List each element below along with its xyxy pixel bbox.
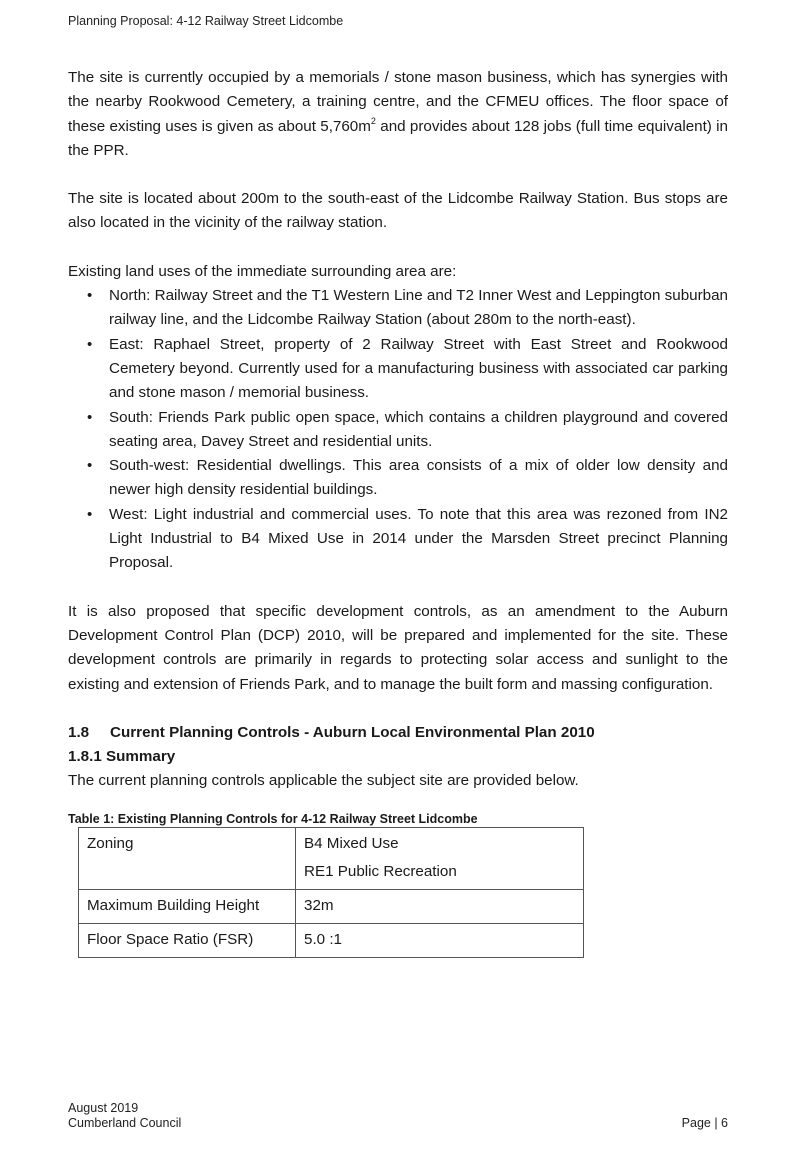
bullet-icon: • — [87, 505, 93, 523]
list-item-north — [68, 284, 728, 333]
bullet-icon: • — [87, 287, 93, 305]
paragraph-site-occupation-text-b: and provides about 128 jobs (full time equivalent) in the PPR. — [68, 117, 729, 159]
list-item-text: East: Raphael Street, property of 2 Railway Street with East Street and Rookwood Cemetery beyond. Currently used for a manufacturing business with associated car parking and stone mason / memorial business. — [109, 335, 728, 402]
table-cell-value-line: RE1 Public Recreation — [304, 862, 457, 880]
table-cell-label: Maximum Building Height — [79, 889, 296, 923]
bullet-icon: • — [87, 457, 93, 475]
section-heading-1-8 — [68, 721, 728, 745]
table-cell-label: Zoning — [79, 827, 296, 889]
list-item-text: South: Friends Park public open space, which contains a children playground and covered seating area, Davey Street and residential units. — [109, 408, 728, 450]
document-body — [68, 66, 728, 958]
paragraph-site-occupation — [68, 66, 728, 163]
table-cell-value-line: B4 Mixed Use — [304, 834, 399, 852]
table-cell-label: Floor Space Ratio (FSR) — [79, 923, 296, 957]
list-item-text: South-west: Residential dwellings. This area consists of a mix of older low density and newer high density residential buildings. — [109, 457, 728, 499]
table-cell-value: 5.0 :1 — [296, 923, 584, 957]
footer-date: August 2019 — [68, 1101, 139, 1115]
section-title: Current Planning Controls - Auburn Local Environmental Plan 2010 — [110, 723, 595, 741]
section-number: 1.8 — [68, 723, 90, 741]
section-heading-1-8-1: 1.8.1 Summary — [68, 748, 176, 766]
table-cell-value — [296, 827, 584, 889]
bullet-icon: • — [87, 408, 93, 426]
paragraph-site-occupation-text-a: The site is currently occupied by a memorials / stone mason business, which has synergies with the nearby Rookwood Cemetery, a training centre, and the CFMEU offices. The floor space of these existing uses is given as about 5,760m — [68, 69, 728, 135]
list-item-south-west — [68, 454, 728, 503]
paragraph-dcp-amendment: It is also proposed that specific development controls, as an amendment to the Auburn Development Control Plan (DCP) 2010, will be prepared and implemented for the site. These development controls are primarily in regards to protecting solar access and sunlight to the existing and extension of Friends Park, and to manage the built form and massing configuration. — [68, 602, 728, 693]
table-row — [79, 827, 584, 889]
superscript-2: 2 — [370, 115, 376, 126]
list-item-east — [68, 333, 728, 406]
footer-organisation: Cumberland Council — [68, 1116, 182, 1130]
paragraph-surrounding-uses-intro: Existing land uses of the immediate surrounding area are: — [68, 262, 457, 280]
list-item-text: West: Light industrial and commercial uses. To note that this area was rezoned from IN2 Light Industrial to B4 Mixed Use in 2014 under the Marsden Street precinct Planning Proposal. — [109, 505, 728, 572]
page-number: Page | 6 — [681, 1116, 728, 1130]
planning-controls-table — [78, 827, 584, 958]
table-cell-value: 32m — [296, 889, 584, 923]
list-item-west — [68, 503, 728, 576]
table-row — [79, 923, 584, 957]
table-row — [79, 889, 584, 923]
list-item-south — [68, 406, 728, 455]
list-item-text: North: Railway Street and the T1 Western Line and T2 Inner West and Leppington suburban railway line, and the Lidcombe Railway Station (about 280m to the north-east). — [109, 287, 728, 329]
page-header: Planning Proposal: 4-12 Railway Street Lidcombe — [68, 14, 344, 28]
page-footer-left — [68, 1101, 181, 1131]
table-caption: Table 1: Existing Planning Controls for 4-12 Railway Street Lidcombe — [68, 811, 478, 826]
paragraph-site-location: The site is located about 200m to the south-east of the Lidcombe Railway Station. Bus stops are also located in the vicinity of the railway station. — [68, 190, 728, 232]
surrounding-uses-list — [68, 284, 728, 576]
bullet-icon: • — [87, 335, 93, 353]
paragraph-controls-intro: The current planning controls applicable the subject site are provided below. — [68, 772, 579, 790]
